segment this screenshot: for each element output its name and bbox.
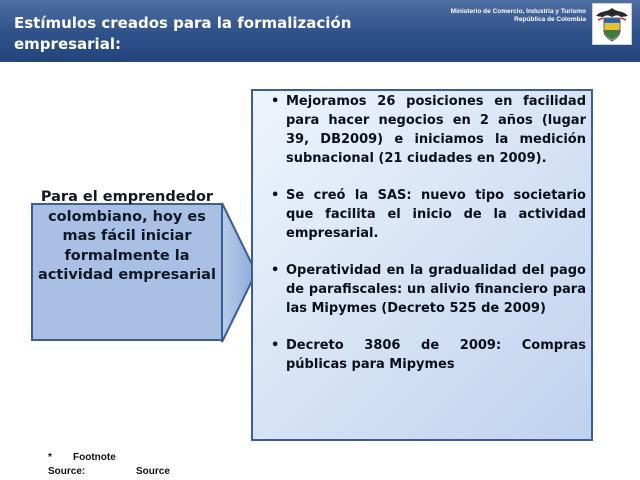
bullet-item: • Mejoramos 26 posiciones en facilidad para hacer negocios en 2 años (lugar 39, DB2009) e iniciamos la medición subnacional (21 ciudades en 2009). [286,92,586,168]
ministry-line-2: República de Colombia [514,16,586,23]
emphasis-text: Para el emprendedor colombiano, hoy es mas fácil iniciar formalmente la actividad empresarial [38,189,216,283]
footnote-marker: * [48,452,52,463]
footnote-area [48,451,170,479]
header-bar [0,0,640,62]
ministry-name [451,8,586,24]
bullet-item: • Decreto 3806 de 2009: Compras públicas para Mipymes [286,336,586,374]
bullet-item: • Se creó la SAS: nuevo tipo societario que facilita el inicio de la actividad empresarial. [286,186,586,243]
source-row [48,465,170,479]
source-value: Source [136,466,170,477]
colombia-coat-of-arms-icon [592,3,632,45]
bullet-list [286,92,586,392]
ministry-line-1: Ministerio de Comercio, Industria y Turismo [450,8,586,15]
footnote-row [48,451,170,465]
bullet-item: • Operatividad en la gradualidad del pago de parafiscales: un alivio financiero para las Mipymes (Decreto 525 de 2009) [286,261,586,318]
source-label: Source: [48,466,86,477]
page-title: Estímulos creados para la formalización empresarial: [14,14,352,53]
footnote-label: Footnote [73,452,116,463]
